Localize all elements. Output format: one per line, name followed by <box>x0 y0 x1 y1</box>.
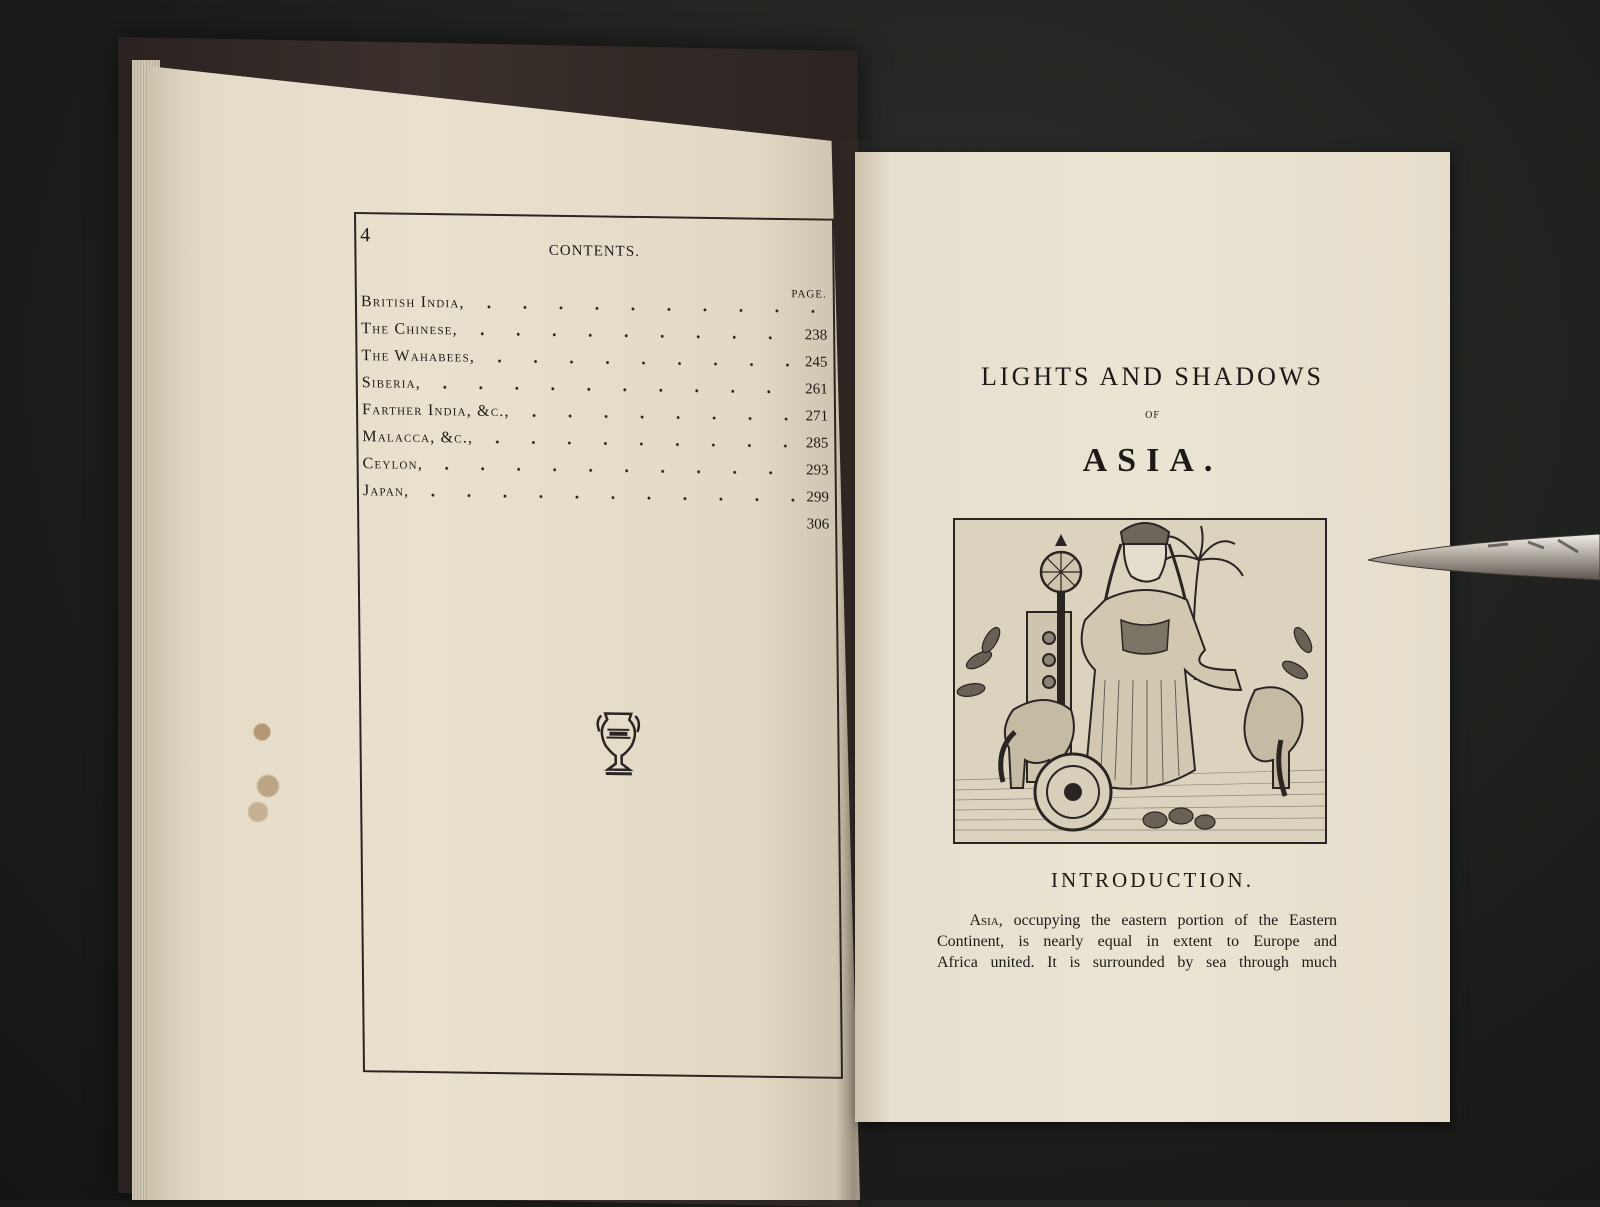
toc-entry-page: 293 <box>806 462 829 479</box>
toc-entry-title: Japan, <box>362 482 410 500</box>
toc-list <box>361 284 830 534</box>
toc-leader-dots <box>479 440 800 448</box>
toc-entry-page: 271 <box>805 408 829 425</box>
introduction-heading: INTRODUCTION. <box>1051 868 1254 892</box>
toc-entry-title: The Wahabees, <box>361 347 476 366</box>
intro-line-1-text: occupying the eastern portion of the Eastern <box>1013 912 1338 929</box>
toc-entry <box>363 500 829 534</box>
intro-lead-word: Asia, <box>969 912 1003 929</box>
contents-frame <box>354 212 843 1079</box>
engraving-illustration-icon <box>955 520 1325 842</box>
toc-leader-dots <box>471 305 821 314</box>
toc-entry-title: Siberia, <box>361 374 422 392</box>
toc-entry-title: Farther India, &c., <box>361 401 510 421</box>
book-title-line2: ASIA. <box>1082 442 1223 479</box>
toc-entry-page: 261 <box>805 381 828 398</box>
toc-entry-title: Ceylon, <box>362 455 424 473</box>
toc-entry-page: 285 <box>805 435 829 452</box>
page-pointer-knife-icon <box>1368 522 1600 592</box>
toc-entry-page: 238 <box>804 327 828 344</box>
page-column-label: PAGE. <box>791 288 827 301</box>
toc-entry-page: 306 <box>806 516 830 533</box>
book-title-of: OF <box>1145 410 1160 421</box>
asia-allegory-engraving <box>953 518 1327 844</box>
toc-entry-title: British India, <box>360 293 465 312</box>
toc-leader-dots <box>516 413 800 421</box>
right-page <box>855 152 1450 1122</box>
book-title-line1: LIGHTS AND SHADOWS <box>981 362 1324 391</box>
introduction-text <box>937 910 1337 973</box>
toc-entry-page: 299 <box>806 489 829 506</box>
intro-line-2: Continent, is nearly equal in extent to Europe and <box>937 933 1337 950</box>
toc-entry-title: The Chinese, <box>361 320 458 339</box>
toc-leader-dots <box>464 332 799 341</box>
toc-entry-page: 245 <box>804 354 828 371</box>
vase-ornament-icon <box>591 707 646 780</box>
contents-heading: CONTENTS. <box>548 242 640 260</box>
intro-line-3: Africa united. It is surrounded by sea through much <box>937 954 1337 971</box>
toc-entry-title: Malacca, &c., <box>362 428 474 447</box>
toc-leader-dots <box>481 359 799 367</box>
intro-line-1 <box>937 910 1337 931</box>
page-number: 4 <box>360 224 371 247</box>
